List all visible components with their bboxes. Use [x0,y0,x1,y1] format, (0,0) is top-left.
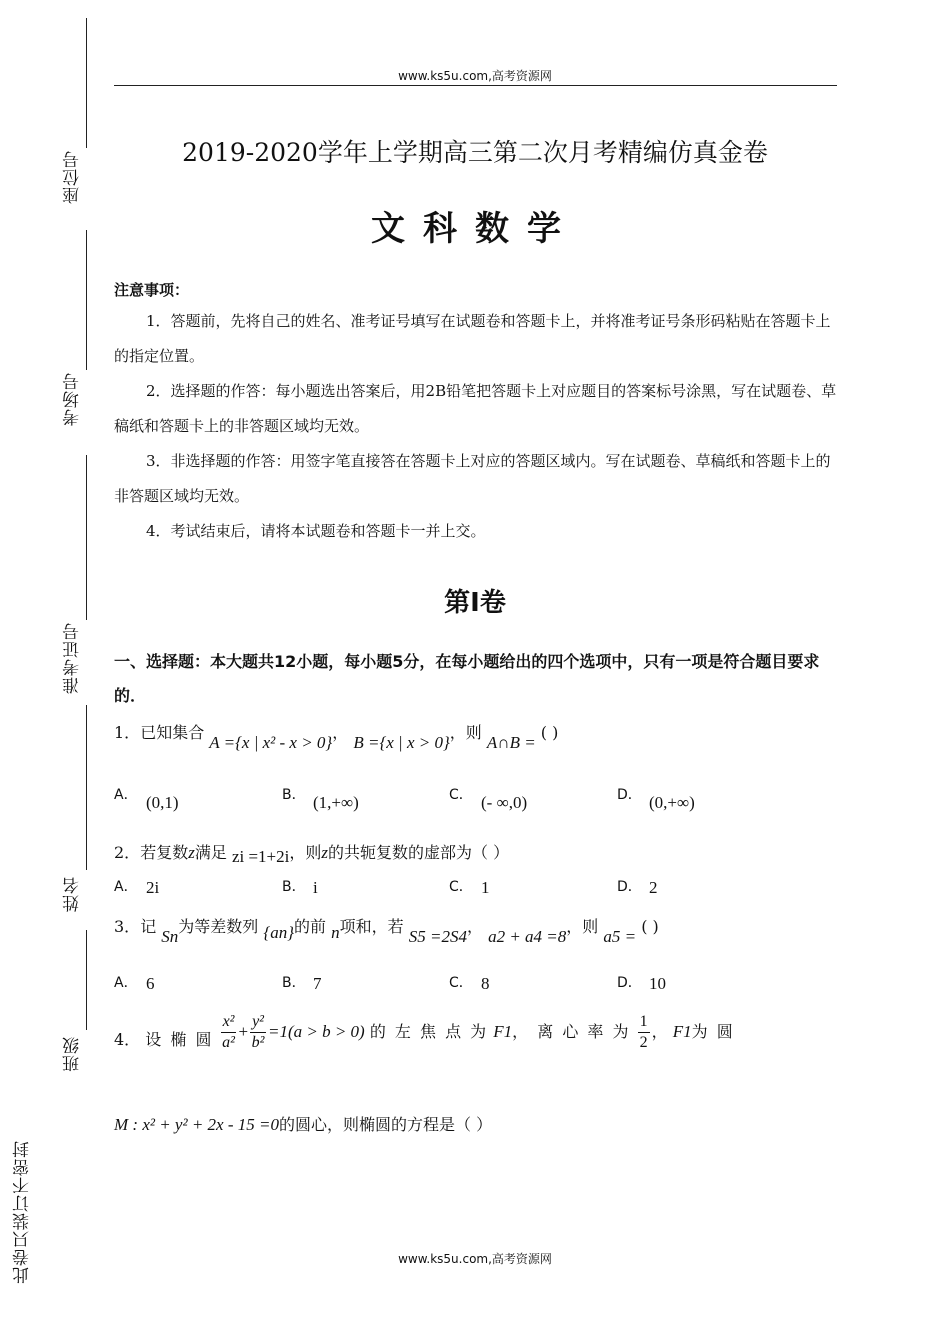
q1-option-c-value: (- ∞,0) [481,793,528,812]
q1-sep: ，则 [449,723,482,742]
q4-text: 为 圆 [691,1022,735,1041]
q1-sep: ， [332,723,349,742]
q2-var: z [188,843,195,862]
q3-text: ，则 [566,917,599,936]
footer-url: www.ks5u.com,高考资源网 [398,1252,552,1266]
question-number: 1． [114,723,141,742]
q1-text: 已知集合 [140,723,205,742]
q2-option-a-label: A． [114,879,138,895]
notice-item-1: 1．答题前，先将自己的姓名、准考证号填写在试题卷和答题卡上，并将准考证号条形码粘贴在答题卡上的指定位置。 [114,312,831,365]
q3-text: 的前 [294,917,327,936]
q3-option-a-label: A． [114,975,138,991]
q4-text: 设 椭 圆 [145,1030,214,1049]
notice-item-4: 4．考试结束后，请将本试题卷和答题卡一并上交。 [146,522,486,540]
margin-line [86,930,87,1030]
fraction-denominator: a² [222,1034,235,1051]
q1-option-b-label: B． [282,787,306,803]
q4-sep: ， [651,1022,668,1041]
q4-condition: =1(a > b > 0) [267,1022,365,1041]
q1-option-a-value: (0,1) [146,793,179,812]
q3-n: n [331,923,340,942]
q2-option-c-label: C． [449,879,473,895]
q1-option-d-value: (0,+∞) [649,793,695,812]
question-number: 2． [114,843,141,862]
q4-circle-equation: M : x² + y² + 2x - 15 =0 [114,1115,279,1134]
q3-option-d-value: 10 [649,974,666,993]
q3-sep: ， [466,917,483,936]
q3-option-c-value: 8 [481,974,490,993]
q3-text: 项和，若 [339,917,404,936]
q1-set-a: A ={x | x² - x > 0} [209,733,333,752]
q3-option-b-label: B． [282,975,306,991]
fraction-numerator: x² [221,1012,237,1033]
name-label: 姓名 [63,876,83,912]
header-url: www.ks5u.com,高考资源网 [398,69,552,83]
q4-fraction-half [638,1012,650,1053]
notice-item-3: 3．非选择题的作答：用签字笔直接答在答题卡上对应的答题区域内。写在试题卷、草稿纸和答题卡上的非答题区域均无效。 [114,452,831,505]
q2-text: 满足 [194,843,227,862]
margin-line [86,18,87,148]
exam-room-label: 考场号 [63,372,83,426]
question-number: 3． [114,917,141,936]
question-2-stem [114,840,510,866]
subject-title: 文科数学 [371,209,579,249]
q3-blank: ( ) [641,917,659,936]
q1-option-b-value: (1,+∞) [313,793,359,812]
question-4-stem: 4． 设 椭 圆 $\frac{\text{x²}}{\text{a²}}$ + $\frac{\text{y²}}{\text{b²}}$ =1(a > b > 0) 的 左 焦 点 为 F1， 离 心 率 为 $\frac{1}{2}$ ， F1为 圆 [114,1013,735,1051]
q4-text: 的圆心，则椭圆的方程是（ ） [278,1115,493,1134]
q3-condition-2: a2 + a4 =8 [488,927,567,946]
question-3-stem [114,914,659,946]
q2-option-d-label: D． [617,879,642,895]
q3-condition-1: S5 =2S4 [408,927,467,946]
q2-option-a-value: 2i [146,878,160,897]
q3-option-d-label: D． [617,975,642,991]
q2-option-b-value: i [313,878,318,897]
q1-set-b: B ={x | x > 0} [353,733,450,752]
volume-title: 第Ⅰ卷 [444,588,506,618]
margin-line [86,705,87,870]
exam-title: 2019-2020学年上学期高三第二次月考精编仿真金卷 [182,138,768,167]
q2-var: z [321,843,328,862]
margin-line [86,230,87,370]
notice-item-2: 2．选择题的作答：每小题选出答案后，用2B铅笔把答题卡上对应题目的答案标号涂黑，写在试题卷、草稿纸和答题卡上的非答题区域均无效。 [114,382,837,435]
q4-text: ， 离 心 率 为 [512,1022,631,1041]
q1-blank: ( ) [540,723,559,742]
notice-heading: 注意事项： [114,281,190,299]
q2-equation: zi =1+2i [231,847,290,866]
fraction-numerator: 1 [638,1012,650,1033]
fraction-denominator: b² [251,1034,265,1051]
q3-an: {an} [263,923,295,942]
question-4-stem-continued [114,1112,492,1135]
admission-number-label: 准考证号 [63,622,83,694]
q3-sn: Sn [161,927,179,946]
fraction-numerator: y² [250,1012,266,1033]
q1-expr: A∩B = [486,733,536,752]
q2-option-b-label: B． [282,879,306,895]
q4-fraction-y [250,1012,266,1053]
q2-option-d-value: 2 [649,878,658,897]
q1-option-c-label: C． [449,787,473,803]
question-number: 4． [114,1030,141,1049]
q2-option-c-value: 1 [481,878,490,897]
q3-target: a5 = [603,927,637,946]
q3-text: 为等差数列 [178,917,259,936]
q1-option-a-label: A． [114,787,138,803]
q3-text: 记 [140,917,157,936]
header-rule [114,85,837,86]
q2-text: ，则 [289,843,322,862]
q2-text: 若复数 [140,843,189,862]
q3-option-b-value: 7 [313,974,322,993]
class-label: 班级 [63,1036,83,1072]
q2-text: 的共轭复数的虚部为（ ） [328,843,510,862]
q3-option-a-value: 6 [146,974,155,993]
q4-focus: F1 [493,1022,513,1041]
q4-fraction-x [221,1012,237,1053]
q1-option-d-label: D． [617,787,642,803]
seat-number-label: 座位号 [63,150,83,204]
q4-focus: F1 [672,1022,692,1041]
q3-option-c-label: C． [449,975,473,991]
question-1-stem [114,720,559,752]
q4-text: 的 左 焦 点 为 [369,1022,489,1041]
seal-note: 此卷只装订不密封 [13,1140,33,1284]
section-title: 一、选择题：本大题共12小题，每小题5分，在每小题给出的四个选项中，只有一项是符合题目要求的． [114,652,820,705]
fraction-denominator: 2 [639,1034,648,1051]
